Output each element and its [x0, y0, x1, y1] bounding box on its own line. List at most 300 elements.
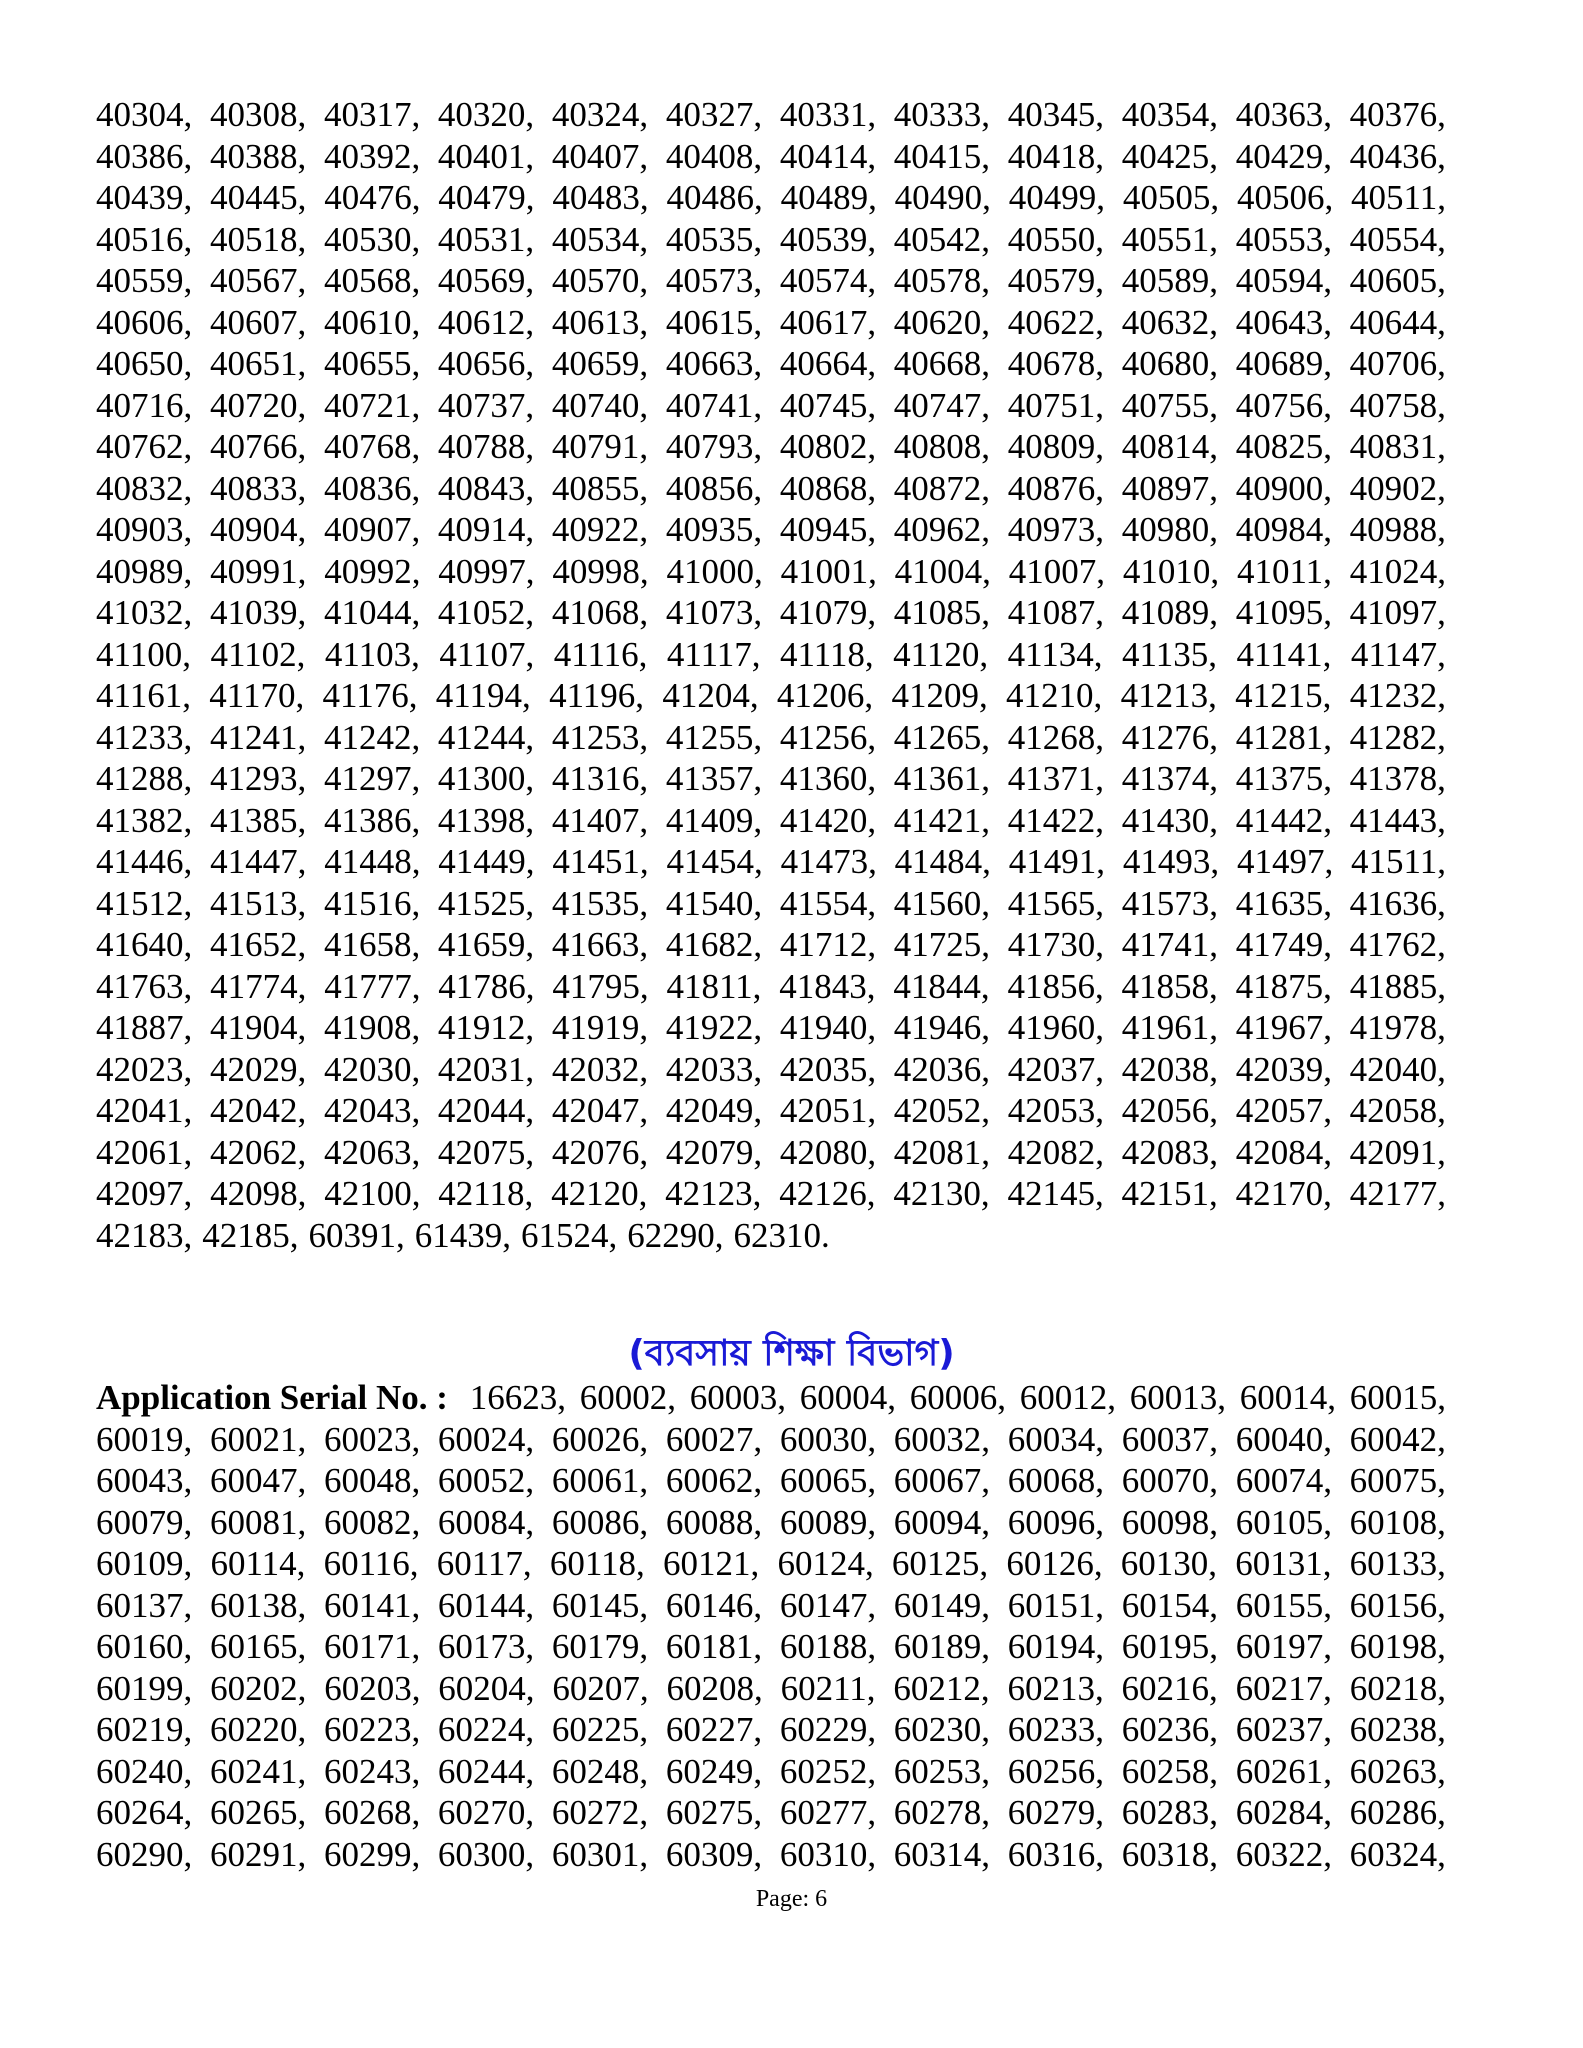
serial-number: 60256,: [1007, 1751, 1104, 1791]
serial-number: 40876,: [1007, 468, 1104, 508]
serial-number: 40554,: [1349, 219, 1446, 259]
serial-number: 40479,: [438, 178, 535, 217]
serial-number: 40425,: [1121, 136, 1218, 176]
serial-number: 41007,: [1008, 551, 1105, 591]
serial-number: 41085,: [893, 593, 991, 632]
serial-number: 41089,: [1121, 593, 1218, 632]
serial-number: 40855,: [551, 468, 649, 508]
serial-number: 40680,: [1121, 344, 1218, 383]
serial-number: 41449,: [438, 842, 535, 881]
serial-number: 41811,: [666, 966, 762, 1006]
serial-number: 60137,: [96, 1585, 193, 1625]
serial-number: 42084,: [1235, 1132, 1332, 1172]
serial-number: 60202,: [210, 1668, 307, 1708]
serial-number: 60043,: [96, 1461, 193, 1500]
serial-number: 41196,: [549, 676, 645, 715]
serial-number: 41960,: [1007, 1008, 1104, 1047]
serial-number: 40802,: [779, 427, 877, 466]
serial-number: 60147,: [779, 1585, 877, 1625]
serial-number: 41116,: [553, 634, 648, 674]
serial-number: 60290,: [96, 1834, 193, 1874]
serial-number: 41856,: [1007, 966, 1104, 1006]
serial-number: 60225,: [551, 1710, 649, 1749]
serial-line: [96, 1090, 1446, 1132]
serial-number: 41068,: [551, 593, 649, 632]
serial-number: 60217,: [1235, 1668, 1332, 1708]
serial-number: 60023,: [323, 1419, 421, 1459]
serial-number: 41194,: [435, 676, 531, 715]
serial-number: 42076,: [551, 1132, 649, 1172]
serial-number: 60213,: [1007, 1668, 1104, 1708]
serial-number: 60316,: [1007, 1834, 1104, 1874]
serial-number: 40506,: [1236, 178, 1334, 217]
serial-number: 41293,: [209, 759, 307, 798]
serial-number: 41000,: [666, 551, 763, 591]
serial-number: 41908,: [323, 1008, 421, 1047]
serial-number: 40317,: [323, 95, 421, 134]
serial-number: 40573,: [665, 261, 763, 300]
serial-number: 42036,: [893, 1049, 991, 1089]
serial-number: 40902,: [1349, 468, 1446, 508]
serial-number: 60278,: [893, 1793, 991, 1832]
serial-number: 60237,: [1235, 1710, 1332, 1749]
serial-number: 40320,: [437, 95, 535, 134]
serial-number: 60084,: [437, 1502, 535, 1542]
serial-number: 41032,: [96, 593, 193, 632]
serial-number: 60219,: [96, 1710, 193, 1749]
serial-number: 60015,: [1349, 1378, 1446, 1417]
serial-number: 60138,: [209, 1585, 307, 1625]
serial-number: 40768,: [323, 427, 421, 466]
serial-number: 41493,: [1122, 842, 1220, 881]
serial-number: 40331,: [779, 95, 877, 134]
serial-number: 60047,: [209, 1461, 307, 1500]
serial-line: [96, 1585, 1446, 1627]
serial-number: 42120,: [551, 1174, 648, 1213]
serial-number: 42123,: [665, 1174, 762, 1213]
serial-number: 60065,: [779, 1461, 877, 1500]
serial-number: 40997,: [438, 551, 535, 591]
serial-number: 60108,: [1349, 1502, 1446, 1542]
serial-number: 42043,: [323, 1091, 421, 1130]
serial-number: 42041,: [96, 1091, 193, 1130]
serial-line: [96, 675, 1446, 717]
serial-line: [96, 1792, 1446, 1834]
serial-number: 41213,: [1120, 676, 1217, 715]
serial-number: 41448,: [324, 842, 421, 881]
serial-number: 40962,: [893, 510, 991, 549]
serial-number: 42075,: [437, 1132, 535, 1172]
serial-line: [96, 302, 1446, 344]
serial-number: 40308,: [209, 95, 307, 134]
application-serial-list: [96, 1377, 1446, 1875]
serial-number: 41052,: [437, 593, 535, 632]
serial-line: [96, 1173, 1446, 1215]
serial-number: 40490,: [894, 178, 991, 217]
serial-number: 40766,: [209, 427, 307, 466]
serial-number: 41265,: [893, 717, 991, 757]
serial-number: 41232,: [1349, 676, 1446, 715]
serial-number: 40762,: [96, 427, 193, 466]
serial-number: 41451,: [552, 842, 649, 881]
serial-number: 40740,: [551, 385, 649, 425]
serial-number: 60218,: [1349, 1668, 1446, 1708]
serial-number: 42047,: [551, 1091, 649, 1130]
serial-number: 60037,: [1121, 1419, 1218, 1459]
serial-number: 41276,: [1121, 717, 1218, 757]
serial-number: 41741,: [1121, 925, 1218, 964]
serial-number: 40868,: [779, 468, 877, 508]
serial-number: 60284,: [1235, 1793, 1332, 1832]
serial-number: 40542,: [893, 219, 991, 259]
serial-number: 40569,: [437, 261, 535, 300]
serial-number: 41118,: [780, 634, 874, 674]
serial-number: 42081,: [893, 1132, 991, 1172]
serial-number: 60272,: [551, 1793, 649, 1832]
serial-number: 41102,: [210, 634, 306, 674]
serial-number: 40758,: [1349, 385, 1446, 425]
serial-number: 60216,: [1121, 1668, 1218, 1708]
serial-number: 40741,: [665, 385, 763, 425]
serial-number: 40643,: [1235, 302, 1332, 342]
serial-number: 60244,: [437, 1751, 535, 1791]
serial-number: 41004,: [894, 551, 991, 591]
serial-number: 40756,: [1235, 385, 1332, 425]
serial-number: 60171,: [323, 1627, 421, 1666]
serial-number: 60229,: [779, 1710, 877, 1749]
serial-number: 60109,: [96, 1544, 193, 1583]
serial-number: 42057,: [1235, 1091, 1332, 1130]
serial-number: 41382,: [96, 800, 193, 840]
serial-number: 60151,: [1007, 1585, 1104, 1625]
serial-number: 40650,: [96, 344, 193, 383]
serial-number: 60277,: [779, 1793, 877, 1832]
serial-number: 60155,: [1235, 1585, 1332, 1625]
serial-number: 42083,: [1121, 1132, 1218, 1172]
serial-number: 41961,: [1121, 1008, 1218, 1047]
serial-number: 40589,: [1121, 261, 1218, 300]
serial-number: 41484,: [894, 842, 991, 881]
serial-line: [96, 1668, 1446, 1710]
serial-number: 41497,: [1236, 842, 1334, 881]
serial-number: 40333,: [893, 95, 991, 134]
serial-number: 40904,: [209, 510, 307, 549]
serial-number: 60081,: [209, 1502, 307, 1542]
serial-number: 42151,: [1121, 1174, 1218, 1213]
serial-number: 60181,: [665, 1627, 763, 1666]
serial-number: 41511,: [1351, 842, 1446, 881]
serial-number: 41079,: [779, 593, 877, 632]
serial-number: 40745,: [779, 385, 877, 425]
serial-number: 40345,: [1007, 95, 1104, 134]
serial-number: 40418,: [1007, 136, 1104, 176]
serial-number: 41281,: [1235, 717, 1332, 757]
serial-number: 40747,: [893, 385, 991, 425]
serial-line: [96, 634, 1446, 676]
serial-number: 41795,: [552, 966, 649, 1006]
serial-number: 61524,: [521, 1215, 618, 1255]
serial-number: 40788,: [437, 427, 535, 466]
serial-number: 41039,: [209, 593, 307, 632]
serial-number: 60224,: [437, 1710, 535, 1749]
serial-number: 60188,: [779, 1627, 877, 1666]
serial-number: 60002,: [579, 1378, 676, 1417]
serial-number: 60249,: [665, 1751, 763, 1791]
serial-number: 40531,: [437, 219, 535, 259]
serial-number: 40984,: [1235, 510, 1332, 549]
serial-number: 41407,: [551, 800, 649, 840]
serial-number: 41375,: [1235, 759, 1332, 798]
serial-number: 40553,: [1235, 219, 1332, 259]
serial-number: 60094,: [893, 1502, 991, 1542]
serial-number: 40489,: [780, 178, 877, 217]
serial-number: 42030,: [323, 1049, 421, 1089]
serial-number: 40486,: [666, 178, 763, 217]
serial-number: 41762,: [1349, 925, 1446, 964]
serial-number: 41244,: [437, 717, 535, 757]
serial-number: 41516,: [323, 883, 421, 923]
serial-number: 40872,: [893, 468, 991, 508]
serial-number: 40907,: [323, 510, 421, 549]
serial-line: [96, 1132, 1446, 1174]
serial-number: 41385,: [209, 800, 307, 840]
serial-number: 60204,: [438, 1668, 535, 1708]
serial-number: 60126,: [1006, 1544, 1103, 1583]
serial-number: 40843,: [437, 468, 535, 508]
serial-number: 40706,: [1349, 344, 1446, 383]
serial-number: 60197,: [1235, 1627, 1332, 1666]
serial-line: [96, 1751, 1446, 1793]
serial-number: 41120,: [893, 634, 989, 674]
serial-number: 40935,: [665, 510, 763, 549]
serial-number: 60019,: [96, 1419, 193, 1459]
serial-number: 41095,: [1235, 593, 1332, 632]
serial-number: 42082,: [1007, 1132, 1104, 1172]
serial-number: 60062,: [665, 1461, 763, 1500]
serial-number: 40516,: [96, 219, 193, 259]
serial-number: 60014,: [1239, 1378, 1336, 1417]
serial-number: 60146,: [665, 1585, 763, 1625]
serial-number: 42035,: [779, 1049, 877, 1089]
serial-number: 40720,: [209, 385, 307, 425]
serial-number: 60233,: [1007, 1710, 1104, 1749]
serial-number: 60253,: [893, 1751, 991, 1791]
serial-number: 40429,: [1235, 136, 1332, 176]
serial-number: 41233,: [96, 717, 193, 757]
serial-number: 40832,: [96, 468, 193, 508]
serial-number: 60279,: [1007, 1793, 1104, 1832]
serial-number: 60203,: [324, 1668, 421, 1708]
serial-number: 60074,: [1235, 1461, 1332, 1500]
serial-number: 40615,: [665, 302, 763, 342]
serial-number: 60156,: [1349, 1585, 1446, 1625]
serial-number: 41640,: [96, 925, 193, 964]
serial-number: 40856,: [665, 468, 763, 508]
serial-number: 41206,: [776, 676, 874, 715]
serial-number: 60243,: [323, 1751, 421, 1791]
serial-number: 60117,: [436, 1544, 532, 1583]
serial-number: 60212,: [893, 1668, 990, 1708]
serial-number: 42052,: [893, 1091, 991, 1130]
serial-number: 41652,: [209, 925, 307, 964]
serial-number: 41134,: [1007, 634, 1103, 674]
serial-number: 40689,: [1235, 344, 1332, 383]
serial-number: 42080,: [779, 1132, 877, 1172]
serial-number: 40304,: [96, 95, 193, 134]
serial-number: 60265,: [209, 1793, 307, 1832]
serial-line: [96, 841, 1446, 883]
serial-number: 41316,: [551, 759, 649, 798]
serial-number: 41904,: [209, 1008, 307, 1047]
serial-line: [96, 883, 1446, 925]
serial-number: 41103,: [324, 634, 420, 674]
serial-number: 60318,: [1121, 1834, 1218, 1874]
serial-number: 41513,: [209, 883, 307, 923]
serial-number: 40567,: [209, 261, 307, 300]
serial-number: 40535,: [665, 219, 763, 259]
serial-number: 40363,: [1235, 95, 1332, 134]
serial-line: [96, 551, 1446, 593]
serial-number: 40831,: [1349, 427, 1446, 466]
serial-number: 41386,: [323, 800, 421, 840]
serial-number: 40415,: [893, 136, 991, 176]
serial-number: 60301,: [551, 1834, 649, 1874]
serial-number: 41535,: [551, 883, 649, 923]
serial-number: 40445,: [210, 178, 307, 217]
serial-number: 41374,: [1121, 759, 1218, 798]
serial-number: 41946,: [893, 1008, 991, 1047]
serial-number: 40721,: [323, 385, 421, 425]
serial-number: 42097,: [96, 1174, 193, 1213]
serial-number: 42039,: [1235, 1049, 1332, 1089]
serial-number: 60261,: [1235, 1751, 1332, 1791]
serial-number: 40622,: [1007, 302, 1104, 342]
serial-number: 41875,: [1235, 966, 1332, 1006]
serial-number: 60322,: [1235, 1834, 1332, 1874]
serial-number: 41242,: [323, 717, 421, 757]
serial-number: 40998,: [552, 551, 649, 591]
serial-number: 41725,: [893, 925, 991, 964]
serial-number: 40511,: [1351, 178, 1446, 217]
serial-number: 41215,: [1235, 676, 1332, 715]
serial-number: 60198,: [1349, 1627, 1446, 1666]
serial-number: 60309,: [665, 1834, 763, 1874]
serial-number: 60310,: [779, 1834, 877, 1874]
serial-number: 40668,: [893, 344, 991, 383]
serial-number: 40324,: [551, 95, 649, 134]
serial-number: 41209,: [891, 676, 988, 715]
serial-number: 60208,: [666, 1668, 763, 1708]
serial-number: 41371,: [1007, 759, 1104, 798]
serial-number: 41885,: [1349, 966, 1446, 1006]
serial-number: 40539,: [779, 219, 877, 259]
serial-number: 40992,: [324, 551, 421, 591]
serial-line: [96, 800, 1446, 842]
serial-number: 60013,: [1129, 1378, 1226, 1417]
serial-number: 41141,: [1236, 634, 1332, 674]
serial-number: 41512,: [96, 883, 193, 923]
serial-number: 41682,: [665, 925, 763, 964]
serial-number: 60124,: [777, 1544, 874, 1583]
serial-number: 60268,: [323, 1793, 421, 1832]
serial-number: 60096,: [1007, 1502, 1104, 1542]
serial-number: 41357,: [665, 759, 763, 798]
serial-number: 40376,: [1349, 95, 1446, 134]
serial-number: 41107,: [439, 634, 535, 674]
serial-number: 41361,: [893, 759, 991, 798]
serial-number: 40663,: [665, 344, 763, 383]
serial-number: 60114,: [210, 1544, 306, 1583]
serial-number: 41100,: [96, 634, 191, 674]
serial-number: 60179,: [551, 1627, 649, 1666]
serial-number: 60070,: [1121, 1461, 1218, 1500]
serial-number: 60089,: [779, 1502, 877, 1542]
serial-number: 42056,: [1121, 1091, 1218, 1130]
serial-number: 60194,: [1007, 1627, 1104, 1666]
serial-number: 40551,: [1121, 219, 1218, 259]
serial-number: 60324,: [1349, 1834, 1446, 1874]
serial-number: 60391,: [308, 1215, 405, 1255]
serial-number: 42145,: [1007, 1174, 1104, 1213]
serial-number: 60133,: [1349, 1544, 1446, 1583]
serial-number: 60024,: [437, 1419, 535, 1459]
serial-number: 42126,: [779, 1174, 876, 1213]
serial-number: 60165,: [209, 1627, 307, 1666]
serial-number: 41887,: [96, 1008, 193, 1047]
serial-number: 60207,: [552, 1668, 649, 1708]
serial-line: [96, 385, 1446, 427]
serial-number: 42038,: [1121, 1049, 1218, 1089]
serial-number: 41176,: [322, 676, 418, 715]
serial-number: 42053,: [1007, 1091, 1104, 1130]
serial-line: [96, 1626, 1446, 1668]
serial-number: 42091,: [1349, 1132, 1446, 1172]
serial-line: [96, 1215, 1446, 1257]
serial-number: 40570,: [551, 261, 649, 300]
serial-number: 40505,: [1122, 178, 1220, 217]
serial-number: 40612,: [437, 302, 535, 342]
serial-line: [96, 468, 1446, 510]
serial-number: 60223,: [323, 1710, 421, 1749]
serial-number: 60003,: [689, 1378, 786, 1417]
serial-number: 40550,: [1007, 219, 1104, 259]
serial-number: 40607,: [209, 302, 307, 342]
serial-number: 60032,: [893, 1419, 991, 1459]
serial-number: 40808,: [893, 427, 991, 466]
serial-number: 60264,: [96, 1793, 193, 1832]
serial-line: [96, 260, 1446, 302]
serial-number: 60118,: [549, 1544, 645, 1583]
serial-number: 60068,: [1007, 1461, 1104, 1500]
serial-number: 41978,: [1349, 1008, 1446, 1047]
serial-number: 42040,: [1349, 1049, 1446, 1089]
serial-number: 40408,: [665, 136, 763, 176]
serial-number: 40617,: [779, 302, 877, 342]
serial-number: 60048,: [323, 1461, 421, 1500]
serial-line: [96, 136, 1446, 178]
serial-number: 41073,: [665, 593, 763, 632]
serial-number: 40922,: [551, 510, 649, 549]
serial-number: 41256,: [779, 717, 877, 757]
serial-number: 42033,: [665, 1049, 763, 1089]
serial-number: 40793,: [665, 427, 763, 466]
serial-number: 40897,: [1121, 468, 1218, 508]
serial-number: 40620,: [893, 302, 991, 342]
serial-number: 40980,: [1121, 510, 1218, 549]
serial-number: 40594,: [1235, 261, 1332, 300]
serial-number: 41560,: [893, 883, 991, 923]
serial-number: 40755,: [1121, 385, 1218, 425]
